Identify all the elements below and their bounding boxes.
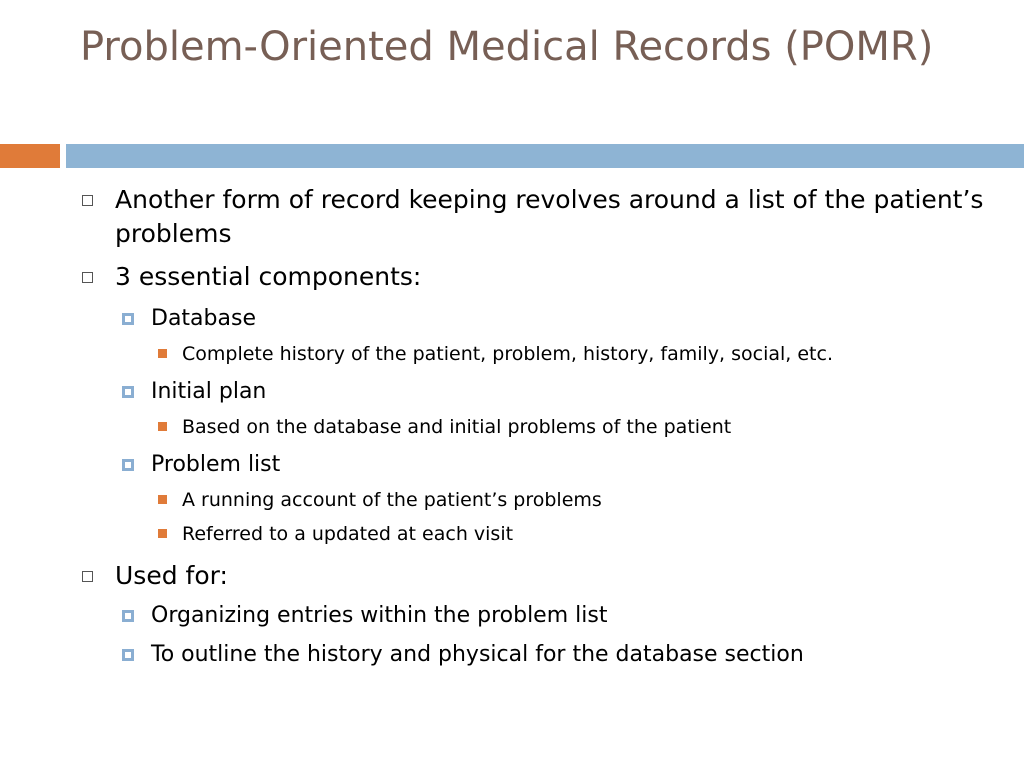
framed-square-bullet-icon bbox=[122, 459, 134, 471]
bullet-item bbox=[82, 559, 987, 593]
framed-square-bullet-icon bbox=[122, 649, 134, 661]
bullet-item bbox=[158, 414, 988, 440]
bullet-text: Another form of record keeping revolves around a list of the patient’s problems bbox=[115, 185, 984, 248]
bullet-text: Database bbox=[151, 306, 256, 331]
filled-square-bullet-icon bbox=[158, 422, 167, 431]
framed-square-bullet-icon bbox=[122, 610, 134, 622]
filled-square-bullet-icon bbox=[158, 349, 167, 358]
bullet-item bbox=[122, 450, 982, 480]
bullet-item bbox=[122, 640, 1002, 670]
bullet-text: Organizing entries within the problem list bbox=[151, 603, 608, 628]
bullet-item bbox=[122, 304, 982, 334]
framed-square-bullet-icon bbox=[122, 386, 134, 398]
accent-bar-blue bbox=[66, 144, 1024, 168]
bullet-text: Used for: bbox=[115, 561, 228, 590]
hollow-square-bullet-icon bbox=[82, 195, 93, 206]
filled-square-bullet-icon bbox=[158, 495, 167, 504]
hollow-square-bullet-icon bbox=[82, 571, 93, 582]
bullet-text: 3 essential components: bbox=[115, 262, 422, 291]
bullet-text: Based on the database and initial problems of the patient bbox=[182, 416, 732, 438]
bullet-text: Problem list bbox=[151, 452, 281, 477]
bullet-text: To outline the history and physical for the database section bbox=[151, 642, 804, 667]
hollow-square-bullet-icon bbox=[82, 272, 93, 283]
accent-bar-orange bbox=[0, 144, 60, 168]
bullet-item bbox=[122, 601, 982, 631]
bullet-item bbox=[82, 260, 987, 294]
framed-square-bullet-icon bbox=[122, 313, 134, 325]
bullet-item bbox=[82, 183, 987, 251]
bullet-item bbox=[158, 521, 988, 547]
bullet-text: Referred to a updated at each visit bbox=[182, 523, 514, 545]
slide-title: Problem-Oriented Medical Records (POMR) bbox=[80, 24, 934, 70]
bullet-text: Initial plan bbox=[151, 379, 267, 404]
bullet-text: Complete history of the patient, problem, history, family, social, etc. bbox=[182, 343, 833, 365]
bullet-item bbox=[122, 377, 982, 407]
bullet-item bbox=[158, 341, 988, 367]
filled-square-bullet-icon bbox=[158, 529, 167, 538]
bullet-item bbox=[158, 487, 988, 513]
bullet-text: A running account of the patient’s problems bbox=[182, 489, 602, 511]
